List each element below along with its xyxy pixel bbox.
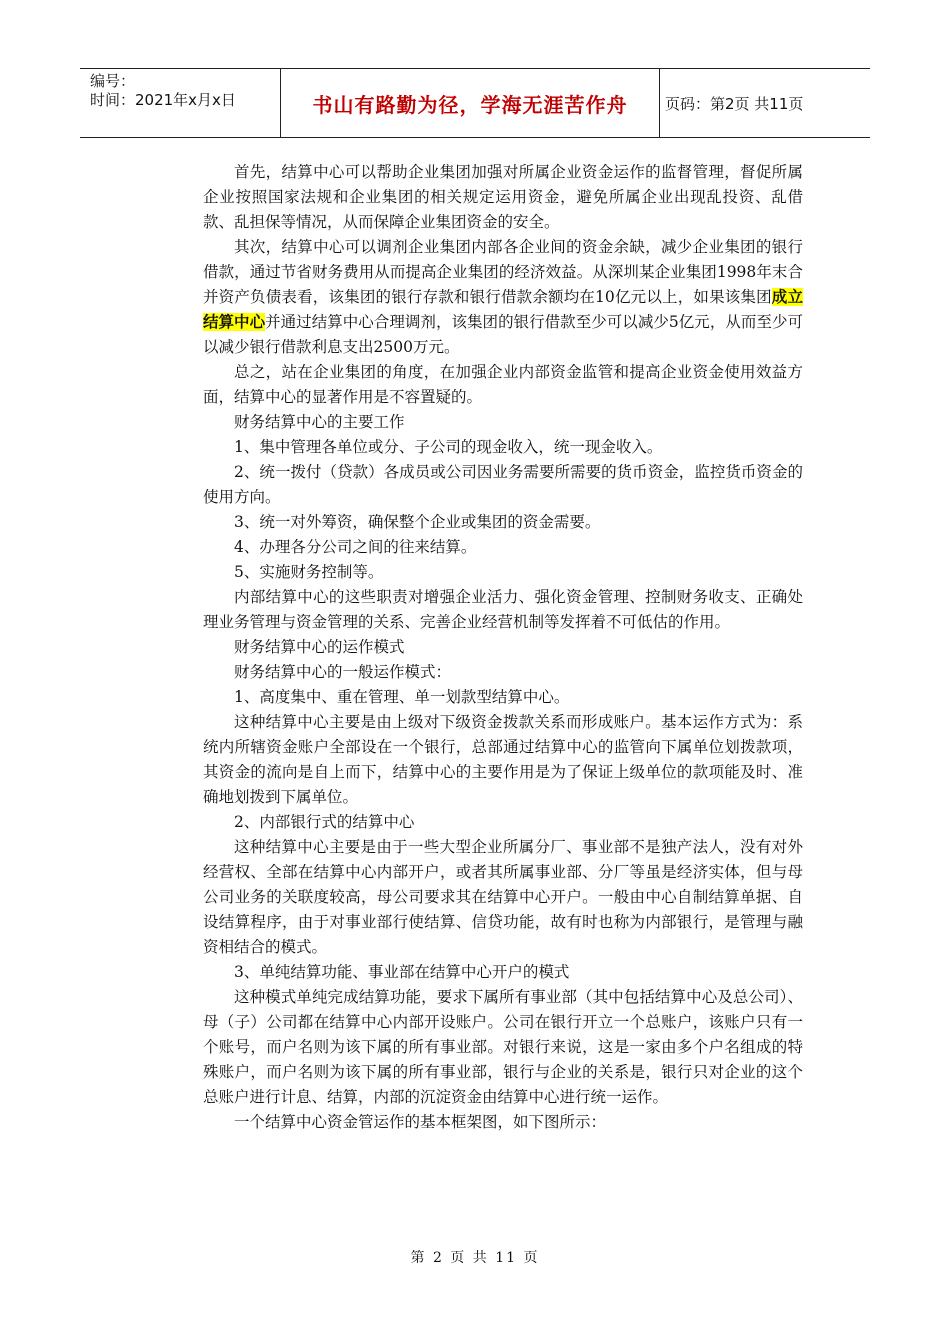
page-header — [80, 68, 870, 138]
paragraph: 一个结算中心资金管运作的基本框架图，如下图所示： — [234, 1113, 607, 1131]
paragraph-with-highlight — [203, 235, 803, 360]
paragraph: 这种模式单纯完成结算功能，要求下属所有事业部（其中包括结算中心及总公司）、母（子）公司都在结算中心内部开设账户。公司在银行开立一个总账户，该账户只有一个账号，而户名则为该下属的所有事业部。对银行来说，这是一家由多个户名组成的特殊账户，而户名则为该下属的所有事业部，银行与企业的关系是，银行只对企业的这个总账户进行计息、结算，内部的沉淀资金由结算中心进行统一运作。 — [203, 988, 803, 1106]
paragraph: 总之，站在企业集团的角度，在加强企业内部资金监管和提高企业资金使用效益方面，结算中心的显著作用是不容置疑的。 — [203, 363, 803, 406]
paragraph-text: 其次，结算中心可以调剂企业集团内部各企业间的资金余缺，减少企业集团的银行借款，通过节省财务费用从而提高企业集团的经济效益。从深圳某企业集团1998年末合并资产负债表看，该集团的银行存款和银行借款余额均在10亿元以上，如果该集团 — [203, 238, 803, 306]
header-meta — [80, 69, 280, 137]
paragraph: 这种结算中心主要是由上级对下级资金拨款关系而形成账户。基本运作方式为：系统内所辖资金账户全部设在一个银行，总部通过结算中心的监管向下属单位划拨款项，其资金的流向是自上而下，结算中心的主要作用是为了保证上级单位的款项能及时、准确地划拨到下属单位。 — [203, 713, 803, 806]
paragraph: 财务结算中心的一般运作模式： — [234, 663, 452, 681]
document-body — [203, 160, 803, 1135]
page-info: 页码：第2页 共11页 — [665, 94, 804, 113]
list-item: 3、单纯结算功能、事业部在结算中心开户的模式 — [234, 963, 570, 981]
paragraph: 首先，结算中心可以帮助企业集团加强对所属企业资金运作的监督管理，督促所属企业按照国家法规和企业集团的相关规定运用资金，避免所属企业出现乱投资、乱借款、乱担保等情况，从而保障企业集团资金的安全。 — [203, 163, 803, 231]
page-footer: 第 2 页 共 11 页 — [410, 1250, 540, 1266]
list-item: 2、统一拨付（贷款）各成员或公司因业务需要所需要的货币资金，监控货币资金的使用方向。 — [203, 463, 803, 506]
highlighted-text: 成立结算中心 — [203, 288, 803, 331]
section-heading: 财务结算中心的运作模式 — [234, 638, 405, 656]
list-item: 4、办理各分公司之间的往来结算。 — [234, 538, 477, 556]
list-item: 3、统一对外筹资，确保整个企业或集团的资金需要。 — [234, 513, 601, 531]
section-heading: 财务结算中心的主要工作 — [234, 413, 405, 431]
list-item: 2、内部银行式的结算中心 — [234, 813, 415, 831]
list-item: 1、高度集中、重在管理、单一划款型结算中心。 — [234, 688, 570, 706]
time-label: 时间：2021年x月x日 — [90, 91, 236, 109]
list-item: 5、实施财务控制等。 — [234, 563, 384, 581]
paragraph: 这种结算中心主要是由于一些大型企业所属分厂、事业部不是独产法人，没有对外经营权、全部在结算中心内部开户，或者其所属事业部、分厂等虽是经济实体，但与母公司业务的关联度较高，母公司要求其在结算中心开户。一般由中心自制结算单据、自设结算程序，由于对事业部行使结算、信贷功能，故有时也称为内部银行，是管理与融资相结合的模式。 — [203, 838, 803, 956]
paragraph-text-tail: 并通过结算中心合理调剂，该集团的银行借款至少可以减少5亿元，从而至少可以减少银行借款利息支出2500万元。 — [203, 313, 803, 356]
header-motto-cell — [280, 69, 660, 137]
paragraph: 内部结算中心的这些职责对增强企业活力、强化资金管理、控制财务收支、正确处理业务管理与资金管理的关系、完善企业经营机制等发挥着不可低估的作用。 — [203, 588, 803, 631]
list-item: 1、集中管理各单位或分、子公司的现金收入，统一现金收入。 — [234, 438, 663, 456]
number-label: 编号： — [90, 72, 136, 90]
motto: 书山有路勤为径，学海无涯苦作舟 — [312, 92, 628, 117]
